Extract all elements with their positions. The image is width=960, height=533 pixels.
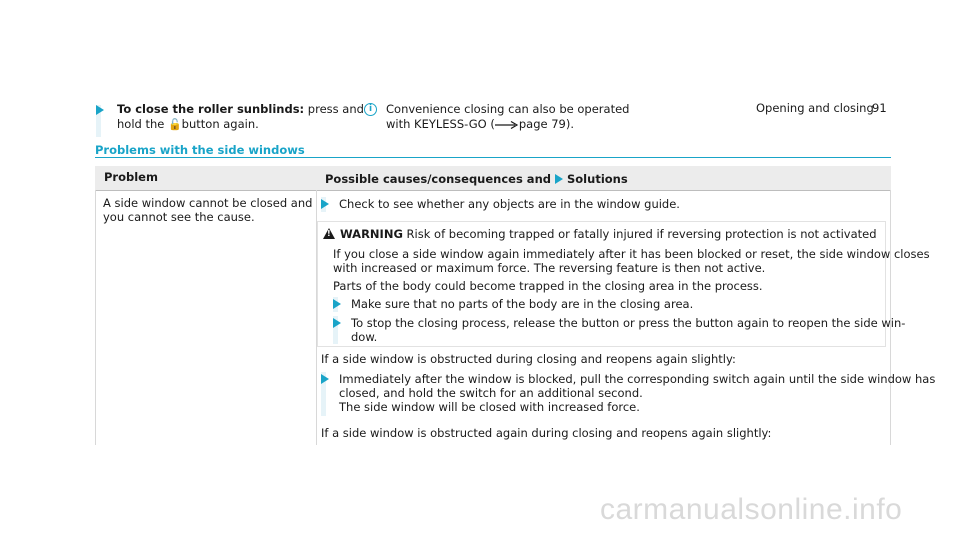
info-note — [364, 102, 630, 134]
warning-p1-line-2: with increased or maximum force. The reversing feature is then not active. — [333, 261, 766, 275]
info-line-2-end: ). — [565, 117, 575, 131]
instruction-sunblinds — [96, 102, 364, 135]
instruction-text-1: press and — [304, 102, 364, 116]
section-name: Opening and closing — [756, 101, 874, 115]
warning-p2: Parts of the body could become trapped in the closing area in the process. — [333, 279, 763, 293]
problem-line-2: you cannot see the cause. — [103, 210, 255, 224]
warning-bullet-2-line-1: To stop the closing process, release the button or press the button again to reopen the side win- — [351, 316, 906, 330]
warning-triangle-icon — [323, 228, 335, 239]
running-header — [756, 101, 874, 115]
step-arrow-icon — [333, 299, 341, 309]
table-left-border — [95, 190, 96, 445]
warning-title: WARNING — [340, 227, 403, 241]
arrow-reference-icon — [495, 121, 519, 129]
warning-title-text: Risk of becoming trapped or fatally injured if reversing protection is not activated — [402, 227, 877, 241]
step-2-line-3: The side window will be closed with increased force. — [339, 400, 640, 414]
step-arrow-icon — [333, 318, 341, 328]
solution-step-1 — [321, 197, 881, 211]
step-arrow-icon — [321, 199, 329, 209]
col-problem-header: Problem — [104, 170, 158, 184]
step-arrow-icon — [96, 105, 104, 115]
instruction-text-2: hold the — [117, 117, 169, 131]
step-2-line-1: Immediately after the window is blocked, pull the corresponding switch again until the side window has — [339, 372, 936, 386]
step-1-text: Check to see whether any objects are in the window guide. — [339, 197, 680, 211]
page-reference-link[interactable]: page 79 — [518, 117, 566, 131]
step-2-line-2: closed, and hold the switch for an additional second. — [339, 386, 643, 400]
warning-bullet-2-line-2: dow. — [351, 330, 378, 344]
instruction-text-3: button again. — [178, 117, 259, 131]
warning-box — [317, 221, 930, 347]
problem-line-1: A side window cannot be closed and — [103, 196, 313, 210]
paragraph-obstructed-again: If a side window is obstructed again during closing and reopens again slightly: — [321, 426, 772, 440]
info-line-1: Convenience closing can also be operated — [386, 102, 630, 116]
solutions-arrow-icon — [555, 174, 563, 184]
info-icon: i — [364, 103, 377, 116]
solution-step-2 — [321, 372, 936, 416]
table-header-rule — [95, 190, 891, 191]
watermark: carmanualsonline.info — [600, 493, 903, 526]
warning-bullet-1-text: Make sure that no parts of the body are in the closing area. — [351, 297, 694, 311]
warning-bullet-1 — [333, 297, 873, 311]
page-number: 91 — [872, 101, 887, 115]
info-line-2: with KEYLESS-GO ( — [386, 117, 495, 131]
section-title: Problems with the side windows — [95, 143, 305, 157]
warning-p1-line-1: If you close a side window again immediately after it has been blocked or reset, the side window closes — [333, 247, 930, 261]
section-divider — [95, 157, 891, 158]
lock-icon: 🔓 — [168, 118, 182, 131]
instruction-title: To close the roller sunblinds: — [117, 102, 305, 116]
col-solutions-header-end: Solutions — [563, 172, 628, 186]
paragraph-obstructed: If a side window is obstructed during closing and reopens again slightly: — [321, 352, 736, 366]
col-solutions-header: Possible causes/consequences and — [325, 172, 555, 186]
step-arrow-icon — [321, 374, 329, 384]
table-header — [95, 166, 891, 190]
warning-bullet-2 — [333, 316, 906, 344]
